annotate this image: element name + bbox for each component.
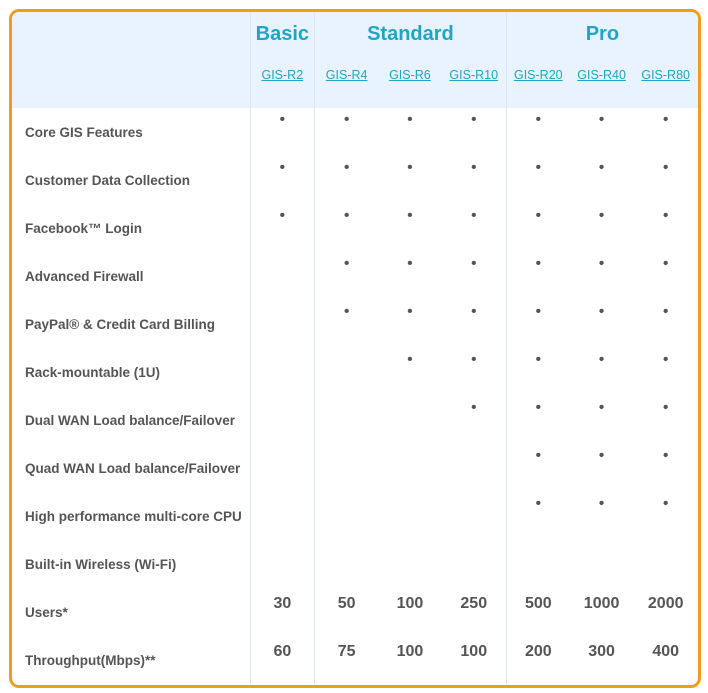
value-cell: 75: [315, 636, 379, 684]
feature-dot: •: [598, 495, 605, 512]
feature-dot: [315, 492, 379, 540]
model-link-gis-r20[interactable]: GIS-R20: [513, 68, 563, 82]
feature-dot: •: [315, 252, 379, 300]
feature-dot: •: [407, 111, 413, 128]
feature-dot: •: [662, 303, 669, 320]
feature-dot: [315, 444, 379, 492]
feature-dot: [250, 492, 315, 540]
model-cell: [250, 56, 315, 108]
value-cell: 1000: [583, 595, 620, 612]
feature-dot: •: [506, 396, 570, 444]
feature-dot: [570, 540, 634, 588]
feature-dot: •: [506, 492, 570, 540]
feature-dot: [442, 540, 507, 588]
feature-label: Users*: [25, 605, 68, 620]
feature-dot: [250, 396, 315, 444]
feature-label: Core GIS Features: [25, 125, 143, 140]
feature-label: Quad WAN Load balance/Failover: [25, 461, 241, 476]
feature-dot: •: [250, 204, 315, 252]
feature-dot: •: [662, 159, 669, 176]
table-row: [12, 396, 698, 444]
feature-label: Facebook™ Login: [25, 221, 143, 236]
value-cell: 500: [506, 588, 570, 636]
feature-dot: •: [662, 255, 669, 272]
model-link-gis-r80[interactable]: GIS-R80: [641, 68, 690, 82]
feature-dot: •: [407, 351, 413, 368]
feature-dot: •: [598, 303, 605, 320]
feature-dot: [442, 444, 507, 492]
feature-dot: •: [470, 159, 477, 176]
table-row: [12, 252, 698, 300]
feature-dot: [315, 396, 379, 444]
feature-dot: [250, 444, 315, 492]
value-cell: 400: [652, 643, 680, 660]
value-cell: 300: [588, 643, 615, 660]
model-cell: [315, 56, 379, 108]
value-cell: 100: [396, 595, 424, 612]
feature-dot: •: [407, 159, 413, 176]
table-row: [12, 156, 698, 204]
tier-header-row: [12, 12, 698, 56]
model-cell: [633, 56, 698, 108]
feature-dot: •: [470, 303, 477, 320]
feature-dot: •: [407, 207, 413, 224]
comparison-table: [12, 12, 698, 684]
value-cell: 200: [506, 636, 570, 684]
feature-dot: [378, 540, 442, 588]
feature-dot: •: [506, 108, 570, 156]
feature-dot: •: [598, 159, 605, 176]
feature-dot: •: [315, 204, 379, 252]
tier-standard: Standard: [315, 12, 507, 56]
model-cell: [442, 56, 507, 108]
feature-label: Customer Data Collection: [25, 173, 191, 188]
feature-dot: [506, 540, 570, 588]
table-row: [12, 108, 698, 156]
feature-dot: •: [470, 207, 477, 224]
feature-label: High performance multi-core CPU: [25, 509, 242, 524]
feature-dot: •: [470, 399, 477, 416]
model-cell: [378, 56, 442, 108]
feature-dot: •: [662, 111, 669, 128]
comparison-table-frame: [9, 9, 701, 688]
feature-label: Throughput(Mbps)**: [25, 653, 156, 668]
feature-dot: •: [598, 351, 605, 368]
value-cell: 60: [250, 636, 315, 684]
model-link-gis-r10[interactable]: GIS-R10: [449, 68, 499, 82]
table-row: [12, 492, 698, 540]
feature-dot: [250, 540, 315, 588]
feature-dot: •: [662, 351, 669, 368]
feature-dot: [315, 540, 379, 588]
model-link-gis-r2[interactable]: GIS-R2: [261, 68, 304, 82]
feature-label: PayPal® & Credit Card Billing: [25, 317, 215, 332]
feature-rows: [12, 108, 698, 684]
model-link-gis-r6[interactable]: GIS-R6: [389, 68, 431, 82]
feature-dot: [250, 348, 315, 396]
value-cell: 250: [460, 595, 488, 612]
model-link-gis-r4[interactable]: GIS-R4: [325, 68, 368, 82]
feature-dot: •: [598, 255, 605, 272]
feature-dot: [315, 348, 379, 396]
feature-dot: •: [250, 108, 315, 156]
feature-dot: [633, 540, 698, 588]
feature-dot: •: [598, 447, 605, 464]
feature-dot: •: [598, 207, 605, 224]
feature-dot: [378, 444, 442, 492]
table-row: [12, 300, 698, 348]
value-cell: 100: [460, 643, 488, 660]
feature-dot: •: [506, 348, 570, 396]
feature-dot: [250, 252, 315, 300]
model-link-gis-r40[interactable]: GIS-R40: [577, 68, 626, 82]
table-row: [12, 204, 698, 252]
model-cell: [506, 56, 570, 108]
feature-dot: •: [407, 255, 413, 272]
feature-dot: [442, 492, 507, 540]
feature-label: Built-in Wireless (Wi-Fi): [25, 557, 177, 572]
tier-pro: Pro: [506, 12, 698, 56]
model-cell: [570, 56, 634, 108]
table-row: [12, 636, 698, 684]
table-row: [12, 540, 698, 588]
value-cell: 30: [250, 588, 315, 636]
feature-dot: •: [506, 204, 570, 252]
feature-dot: •: [598, 399, 605, 416]
tier-basic: Basic: [250, 12, 315, 56]
model-header-row: [12, 56, 698, 108]
feature-dot: •: [506, 300, 570, 348]
feature-dot: •: [315, 108, 379, 156]
feature-dot: •: [506, 252, 570, 300]
feature-dot: •: [407, 303, 413, 320]
feature-dot: •: [506, 444, 570, 492]
feature-label: Advanced Firewall: [25, 269, 144, 284]
feature-dot: •: [662, 207, 669, 224]
table-row: [12, 348, 698, 396]
feature-dot: •: [315, 156, 379, 204]
feature-dot: •: [470, 111, 477, 128]
value-cell: 50: [315, 588, 379, 636]
value-cell: 100: [396, 643, 424, 660]
feature-dot: •: [315, 300, 379, 348]
feature-dot: •: [470, 351, 477, 368]
feature-dot: •: [470, 255, 477, 272]
feature-dot: •: [662, 447, 669, 464]
table-row: [12, 444, 698, 492]
feature-dot: [378, 492, 442, 540]
feature-dot: •: [662, 495, 669, 512]
feature-dot: [250, 300, 315, 348]
feature-dot: •: [506, 156, 570, 204]
header-blank-cell: [12, 12, 250, 56]
header-blank-cell: [12, 56, 250, 108]
feature-dot: •: [250, 156, 315, 204]
table-row: [12, 588, 698, 636]
feature-dot: [378, 396, 442, 444]
value-cell: 2000: [647, 595, 684, 612]
feature-dot: •: [662, 399, 669, 416]
feature-label: Dual WAN Load balance/Failover: [25, 413, 236, 428]
feature-label: Rack-mountable (1U): [25, 365, 161, 380]
feature-dot: •: [598, 111, 605, 128]
